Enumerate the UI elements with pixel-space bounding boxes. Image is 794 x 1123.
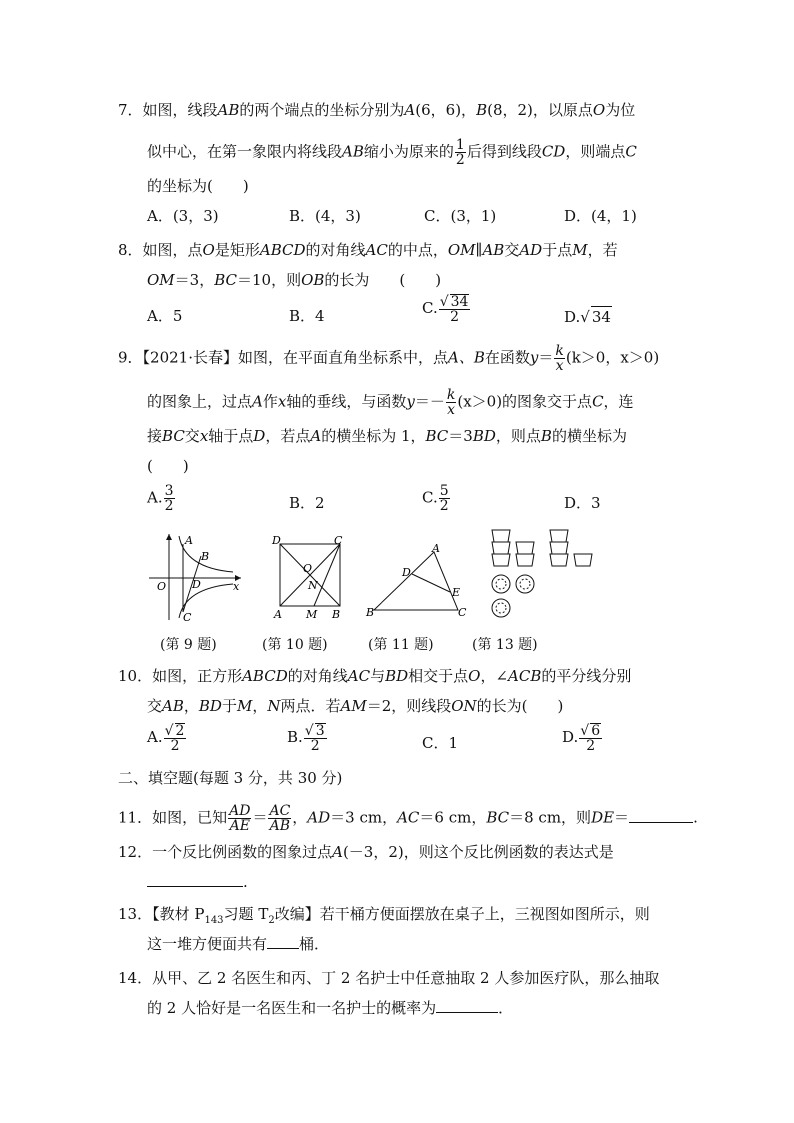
q7-line3: 的坐标为( ) — [147, 177, 249, 195]
fig10-label-a: A — [274, 608, 282, 621]
figure-9-graph — [145, 530, 245, 622]
q9-line2: 的图象上，过点A作x轴的垂线，与函数y＝－ $\frac{k}{x}$ (x＞0)的图象交于点C，连 — [147, 387, 634, 418]
q7-line2: 似中心，在第一象限内将线段AB缩小为原来的 $\frac{1}{2}$ 后得到线段CD，则端点C — [147, 137, 637, 168]
fig9-label-b: B — [201, 550, 210, 563]
fig11-label-b: B — [366, 606, 375, 619]
q13-line1: 13．【教材 $P_{143}$习题 $T_2$改编】若干桶方便面摆放在桌子上，三视图如图所示，则 — [118, 905, 650, 926]
q8-option-d: D.√ 34 — [564, 308, 611, 326]
q12-line1: 12．一个反比例函数的图象过点A(－3，2)，则这个反比例函数的表达式是 — [118, 843, 614, 861]
q7-option-a: A．(3，3) — [147, 207, 219, 225]
q7-line1: 7．如图，线段AB的两个端点的坐标分别为A(6，6)，B(8，2)，以原点O为位 — [118, 101, 636, 119]
q10-option-c: C．1 — [422, 734, 459, 752]
q8-option-a: A．5 — [147, 307, 183, 325]
fig9-label-a: A — [185, 534, 193, 547]
q8-option-c: C. $\frac{√ 34}{2}$ — [422, 294, 469, 325]
fig10-label-o: O — [303, 562, 313, 575]
q12-line2: . — [147, 872, 248, 892]
q14-line2: 的 2 人恰好是一名医生和一名护士的概率为 ． — [147, 999, 514, 1017]
fig9-label-x: x — [233, 580, 240, 593]
q9-line1: 9．【2021·长春】如图，在平面直角坐标系中，点A、B在函数y＝ $\frac{k}{x}$ (k＞0，x＞0) — [118, 343, 660, 374]
fig9-label-o: O — [157, 580, 167, 593]
fig11-label-a: A — [432, 542, 440, 555]
q9-line3: 接BC交x轴于点D，若点A的横坐标为 1，BC＝3BD，则点B的横坐标为 — [147, 427, 627, 445]
q10-line2: 交AB，BD于M，N两点．若AM＝2，则线段ON的长为( ) — [147, 697, 564, 715]
fig11-label-e: E — [452, 586, 461, 599]
fig10-label-m: M — [306, 608, 318, 621]
q8-line1: 8．如图，点O是矩形ABCD的对角线AC的中点，OM∥AB交AD于点M，若 — [118, 241, 618, 259]
q8-option-b: B．4 — [289, 307, 325, 325]
caption-fig10: (第 10 题) — [262, 637, 328, 653]
q9-line4: ( ) — [147, 457, 189, 475]
q9-option-d: D．3 — [564, 494, 601, 512]
fig10-label-c: C — [334, 534, 343, 547]
q13-answer-blank[interactable] — [267, 934, 299, 949]
q14-line1: 14．从甲、乙 2 名医生和丙、丁 2 名护士中任意抽取 2 人参加医疗队，那么抽取 — [118, 969, 660, 987]
fig11-label-c: C — [458, 606, 467, 619]
caption-fig11: (第 11 题) — [368, 637, 434, 653]
q7-option-c: C．(3，1) — [424, 207, 497, 225]
q10-option-d: D. $\frac{√ 6}{2}$ — [562, 723, 601, 754]
section-2-heading: 二、填空题(每题 3 分，共 30 分) — [118, 769, 343, 787]
caption-fig9: (第 9 题) — [160, 637, 217, 653]
fig9-label-c: C — [183, 611, 192, 622]
q12-answer-blank[interactable] — [147, 872, 243, 887]
fig10-label-b: B — [332, 608, 341, 621]
fig11-label-d: D — [402, 566, 411, 579]
figure-10-square — [268, 532, 352, 622]
fig10-label-n: N — [308, 579, 318, 592]
caption-fig13: (第 13 题) — [472, 637, 538, 653]
q7-fraction: $\frac{1}{2}$ — [455, 137, 465, 168]
q8-line2: OM＝3，BC＝10，则OB的长为 ( ) — [147, 271, 442, 289]
q9-option-c: C. $\frac{5}{2}$ — [422, 483, 449, 514]
q13-line2: 这一堆方便面共有 桶． — [147, 935, 330, 953]
fig10-label-d: D — [272, 534, 281, 547]
figure-11-triangle — [362, 540, 472, 620]
q14-answer-blank[interactable] — [436, 998, 498, 1013]
q10-option-a: A. $\frac{√ 2}{2}$ — [147, 723, 185, 754]
q7-option-b: B．(4，3) — [289, 207, 361, 225]
q7-option-d: D．(4，1) — [564, 207, 637, 225]
q11-line: 11．如图，已知 $\frac{AD}{AE}$ ＝ $\frac{AC}{AB}$ ，AD＝3 cm，AC＝6 cm，BC＝8 cm，则DE＝ . — [118, 803, 698, 834]
q9-option-a: A. $\frac{3}{2}$ — [147, 483, 174, 514]
q11-answer-blank[interactable] — [629, 808, 693, 823]
q10-option-b: B. $\frac{√ 3}{2}$ — [287, 723, 325, 754]
figure-13-three-views — [488, 526, 600, 622]
q10-line1: 10．如图，正方形ABCD的对角线AC与BD相交于点O，∠ACB的平分线分别 — [118, 667, 632, 685]
q9-option-b: B．2 — [289, 494, 325, 512]
fig9-label-d: D — [192, 578, 201, 591]
